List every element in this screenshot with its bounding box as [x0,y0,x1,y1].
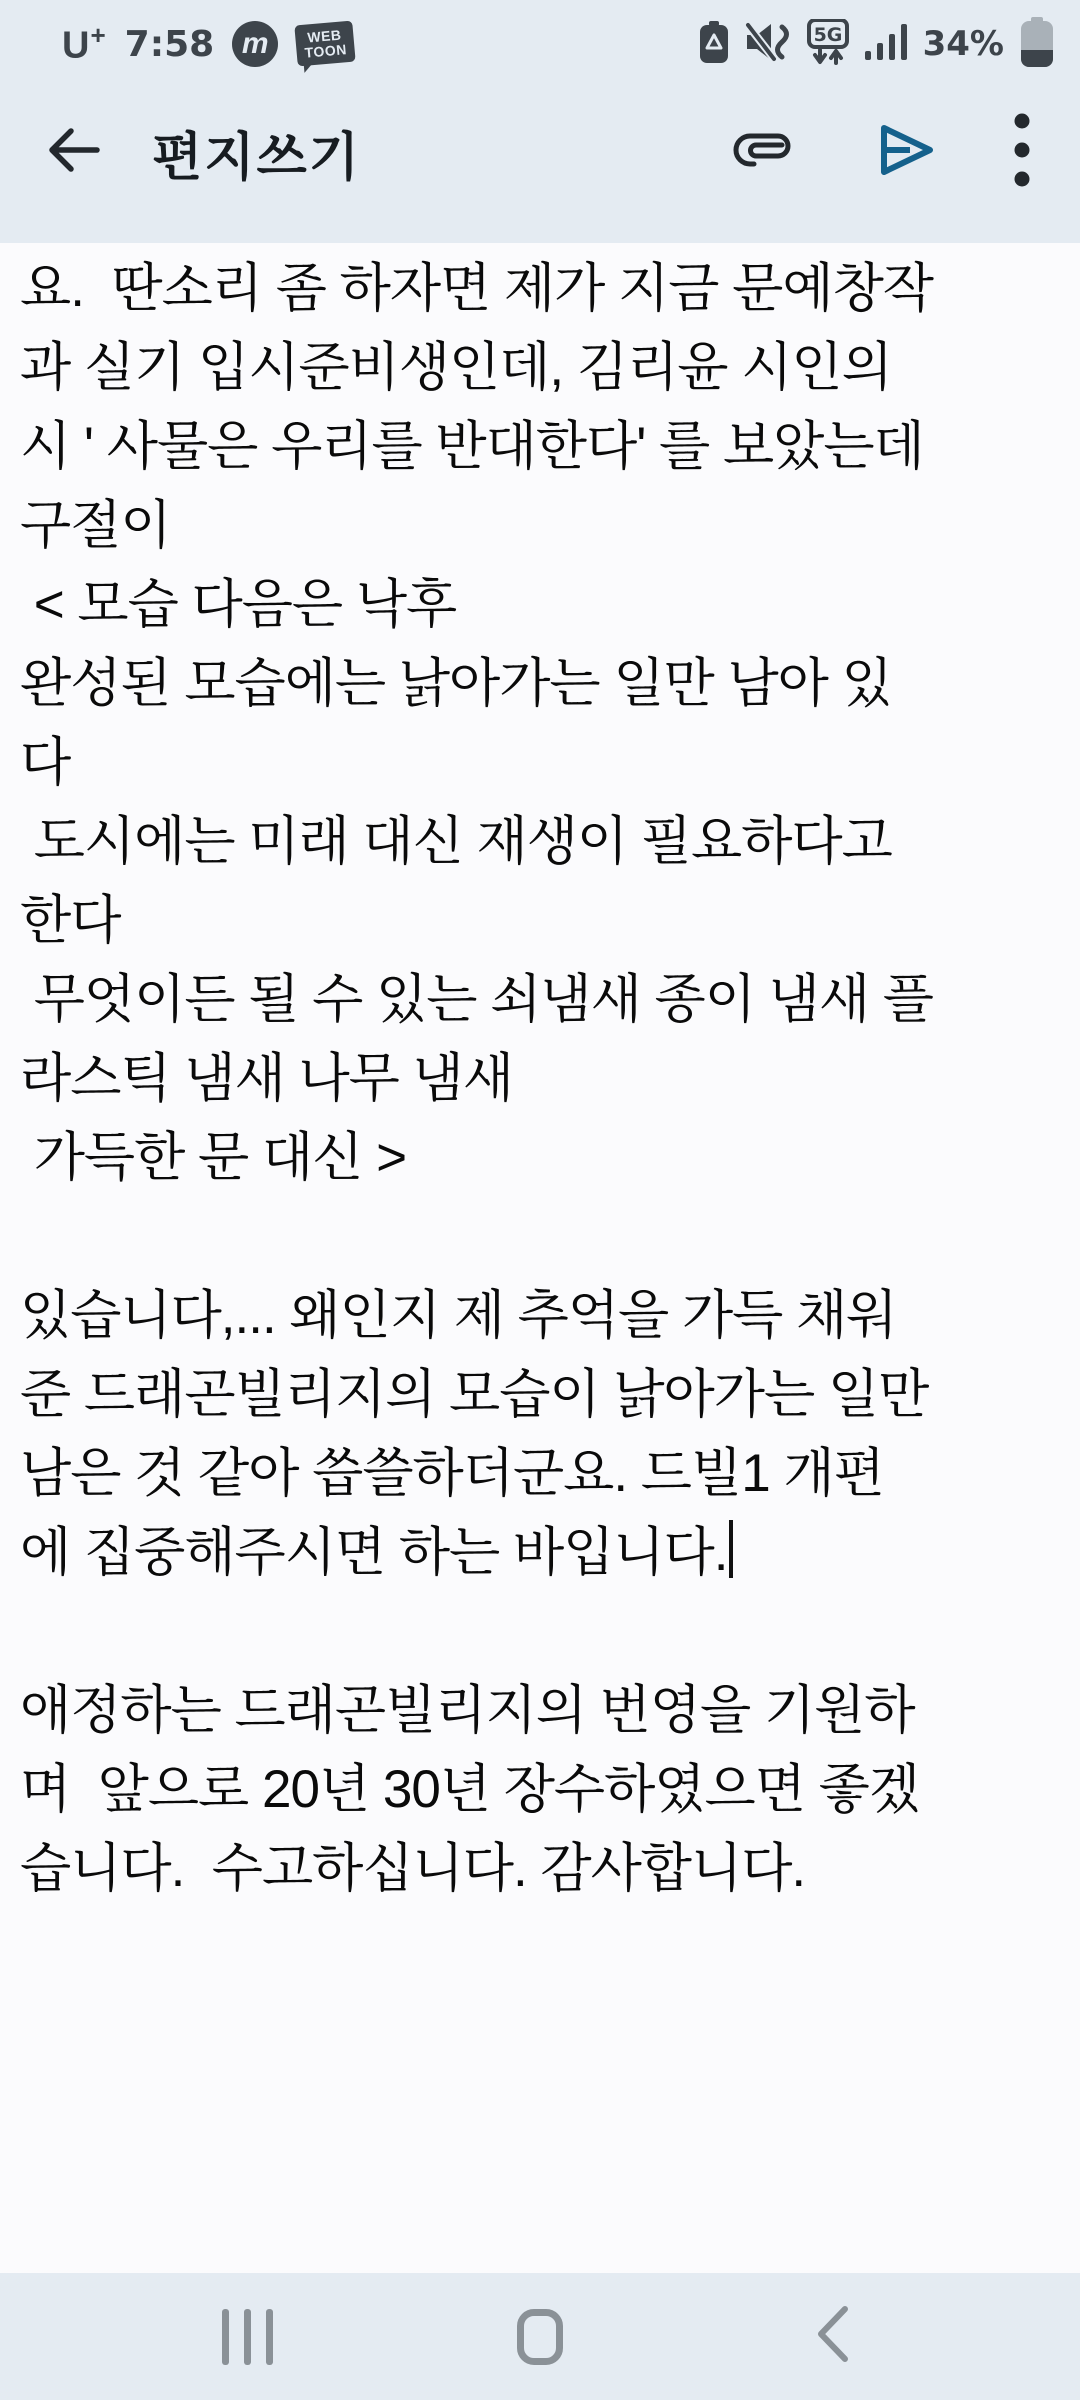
nav-back-icon [813,2303,853,2370]
paperclip-icon [732,122,792,183]
text-line: 무엇이든 될 수 있는 쇠냄새 종이 냄새 플 [20,970,933,1029]
text-line: 며 앞으로 20년 30년 장수하였으면 좋겠 [20,1760,920,1819]
text-line: 구절이 [20,496,171,555]
status-bar [0,0,1080,74]
send-icon [870,119,936,186]
app-bar [0,74,1080,230]
mute-vibrate-icon [745,21,791,68]
text-line: 라스틱 냄새 나무 냄새 [20,1049,513,1108]
carrier-plus: + [90,20,107,51]
back-arrow-icon [43,119,105,186]
carrier-logo: U+ [62,20,107,67]
text-line: 애정하는 드래곤빌리지의 번영을 기원하 [20,1681,915,1740]
text-line: 완성된 모습에는 낡아가는 일만 남아 있 [20,654,892,713]
svg-text:5G: 5G [813,23,843,46]
webtoon-label-line1: WEB [306,26,343,46]
text-line: 과 실기 입시준비생인데, 김리윤 시인의 [20,338,892,397]
text-line [20,1592,1066,1671]
text-line: 가득한 문 대신 > [20,1128,407,1187]
text-line: < 모습 다음은 낙후 [20,575,457,634]
text-line: 에 집중해주시면 하는 바입니다. [20,1513,1066,1592]
text-line: 남은 것 같아 씁쓸하더군요. 드빌1 개편 [20,1444,884,1503]
network-5g-icon [807,19,849,70]
app-bar-actions [732,112,1030,193]
header [0,0,1080,243]
munpia-notification-icon: m [232,21,278,67]
nav-home-button[interactable] [505,2302,575,2372]
clock: 7:58 [124,23,215,65]
more-vert-icon [1014,112,1030,193]
back-button[interactable] [42,120,106,184]
text-line: 한다 [20,891,121,950]
status-bar-right [699,17,1054,72]
nav-recents-button[interactable] [212,2302,282,2372]
text-cursor [729,1520,733,1578]
text-line: 시 ' 사물은 우리를 반대한다' 를 보았는데 [20,417,924,476]
compose-text-lines [20,249,1066,1908]
attach-button[interactable] [732,122,792,183]
text-line [20,1197,1066,1276]
send-button[interactable] [870,119,936,186]
recents-icon [222,2309,273,2365]
battery-percent: 34% [922,24,1004,64]
text-line: 준 드래곤빌리지의 모습이 낡아가는 일만 [20,1365,929,1424]
nav-back-button[interactable] [798,2302,868,2372]
battery-icon [1020,17,1054,72]
text-line: 습니다. 수고하십니다. 감사합니다. [20,1839,806,1898]
signal-strength-icon [865,22,907,67]
text-line: 다 [20,733,71,792]
overflow-menu-button[interactable] [1014,112,1030,193]
navigation-bar [0,2273,1080,2400]
text-line: 요. 딴소리 좀 하자면 제가 지금 문예창작 [20,259,933,318]
battery-saver-icon [699,21,729,68]
webtoon-notification-icon [294,21,356,67]
page-title: 편지쓰기 [152,128,361,187]
text-line: 도시에는 미래 대신 재생이 필요하다고 [20,812,892,871]
home-icon [517,2309,563,2365]
text-line: 있습니다,... 왜인지 제 추억을 가득 채워 [20,1286,897,1345]
compose-textarea[interactable] [0,243,1080,2273]
status-bar-left [62,20,354,68]
webtoon-label-line2: TOON [304,41,348,61]
